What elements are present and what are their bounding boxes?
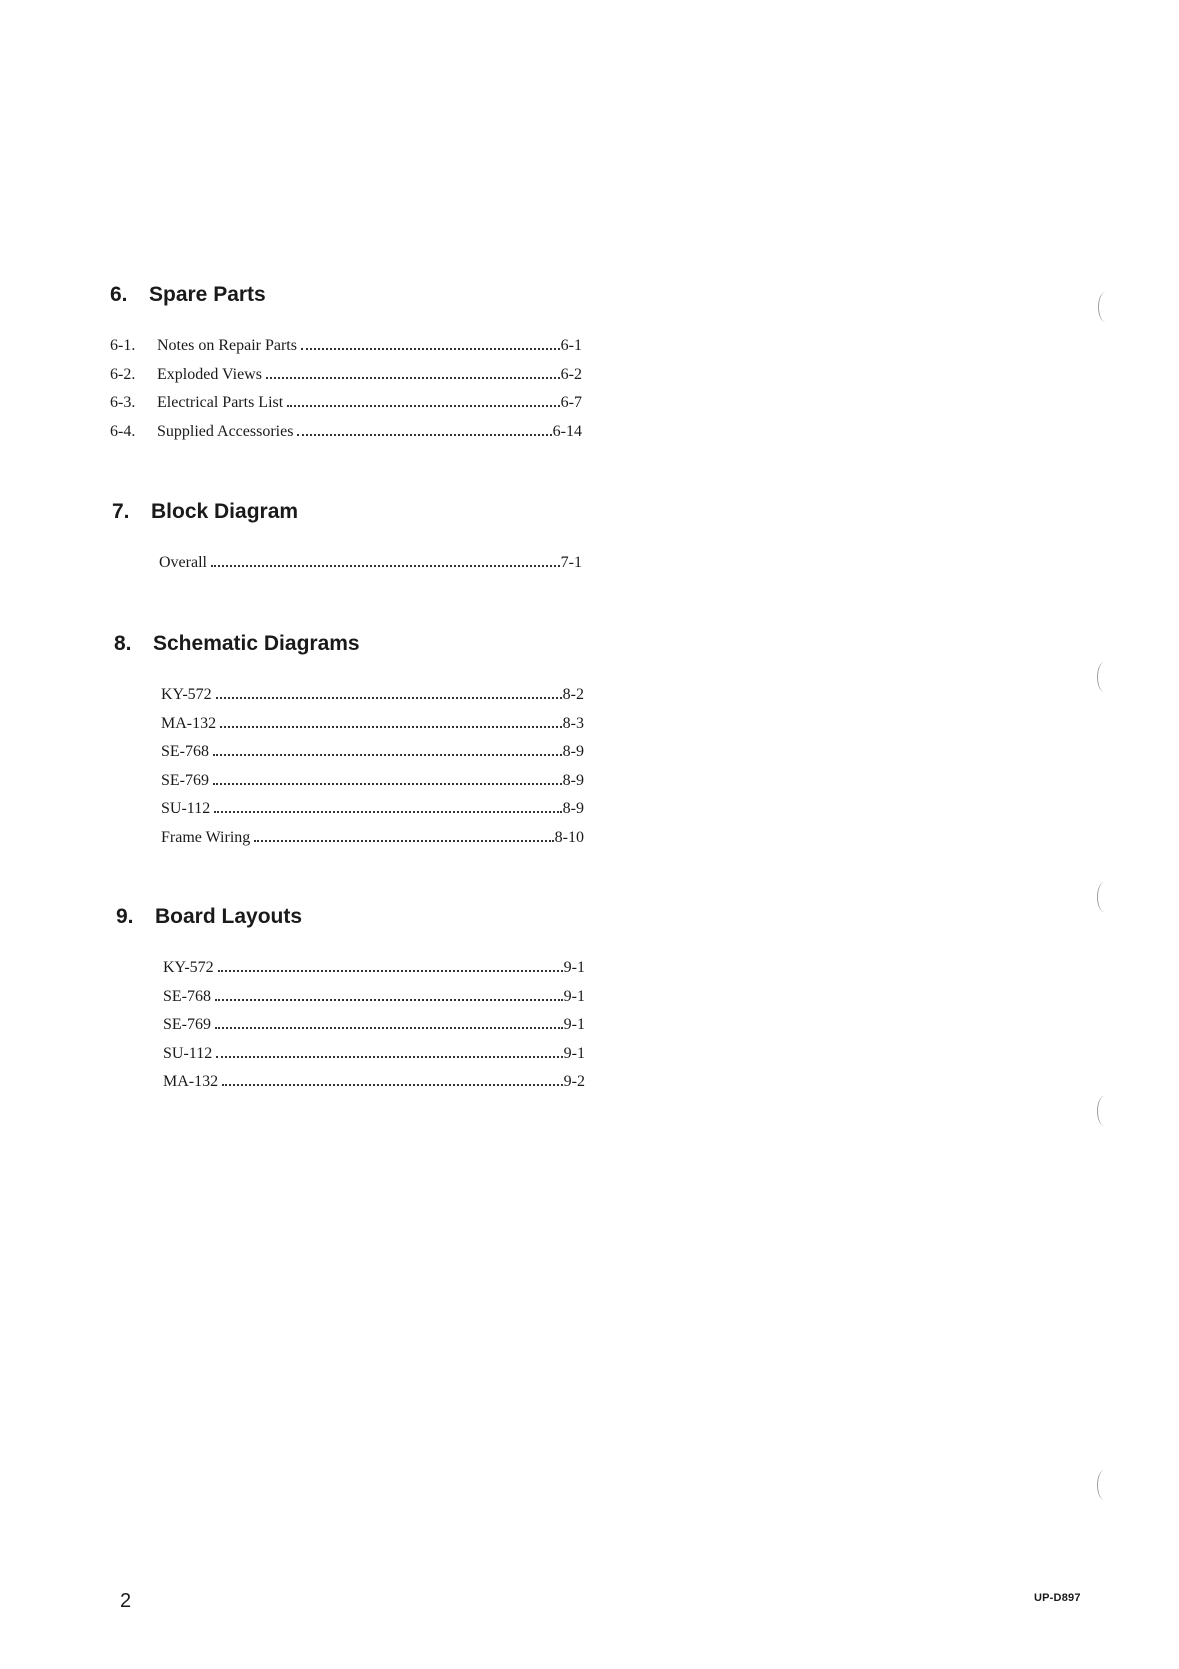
toc-list — [114, 686, 584, 857]
toc-entry — [110, 337, 582, 366]
toc-entry-label: SE-768 — [163, 987, 211, 1005]
toc-entry-page: 6-2 — [560, 365, 582, 383]
toc-entry-page: 9-1 — [563, 1016, 585, 1033]
model-code: UP-D897 — [1034, 1592, 1081, 1604]
toc-entry-page: 9-2 — [563, 1073, 585, 1090]
dot-leader — [214, 811, 561, 813]
binder-hole-mark — [1097, 1096, 1112, 1126]
toc-entry-page: 9-1 — [563, 1044, 585, 1062]
toc-entry-number: 6-4. — [110, 422, 136, 440]
section-number: 7. — [112, 500, 130, 523]
dot-leader — [222, 1084, 563, 1086]
dot-leader — [213, 754, 562, 756]
toc-entry-label: SU-112 — [163, 1044, 213, 1062]
toc-entry — [112, 554, 582, 583]
toc-entry-page: 9-1 — [563, 959, 585, 976]
section-number: 8. — [114, 632, 132, 655]
toc-entry — [114, 772, 584, 801]
toc-entry-page: 6-14 — [552, 422, 582, 440]
section-heading — [116, 905, 585, 929]
toc-entry-number: 6-2. — [110, 365, 136, 383]
toc-entry-label: KY-572 — [161, 686, 212, 703]
page-number: 2 — [120, 1590, 132, 1612]
dot-leader — [220, 726, 562, 728]
toc-entry — [110, 423, 582, 452]
toc-entry-label: SE-768 — [161, 743, 209, 760]
section-board-layouts — [116, 905, 585, 1102]
toc-entry-label: Notes on Repair Parts — [157, 337, 297, 354]
dot-leader — [287, 405, 559, 407]
toc-entry-page: 8-3 — [562, 714, 584, 732]
binder-hole-mark — [1097, 882, 1112, 912]
section-title: Spare Parts — [149, 283, 266, 306]
toc-entry — [114, 800, 584, 829]
toc-entry-label: Exploded Views — [157, 365, 262, 383]
toc-entry — [116, 1016, 585, 1045]
binder-hole-mark — [1097, 662, 1112, 692]
toc-entry-label: Overall — [159, 554, 207, 571]
toc-entry — [116, 1045, 585, 1074]
toc-entry — [110, 394, 582, 423]
section-title: Board Layouts — [155, 905, 303, 928]
toc-list — [110, 337, 582, 451]
toc-entry-label: SE-769 — [161, 771, 209, 789]
toc-entry-page: 8-9 — [562, 800, 584, 817]
section-block-diagram — [112, 500, 582, 583]
toc-entry — [114, 686, 584, 715]
toc-entry — [110, 366, 582, 395]
toc-entry-page: 7-1 — [560, 554, 582, 571]
dot-leader — [216, 697, 562, 699]
section-number: 9. — [116, 905, 134, 928]
toc-entry-page: 8-10 — [554, 828, 584, 846]
toc-entry-label: Frame Wiring — [161, 828, 251, 846]
toc-entry — [116, 988, 585, 1017]
toc-list — [112, 554, 582, 583]
toc-entry — [116, 959, 585, 988]
dot-leader — [218, 970, 563, 972]
section-heading — [110, 283, 582, 307]
dot-leader — [254, 840, 553, 842]
toc-entry — [114, 715, 584, 744]
binder-hole-mark — [1097, 1470, 1112, 1500]
dot-leader — [215, 1027, 563, 1029]
dot-leader — [266, 377, 560, 379]
toc-entry-page: 6-1 — [560, 337, 582, 354]
toc-entry-label: Electrical Parts List — [157, 394, 284, 411]
section-spare-parts — [110, 283, 582, 451]
toc-entry-page: 6-7 — [560, 394, 582, 411]
dot-leader — [211, 565, 560, 567]
toc-entry-label: MA-132 — [161, 714, 217, 732]
toc-entry-label: KY-572 — [163, 959, 214, 976]
section-heading — [114, 632, 584, 656]
toc-entry-page: 9-1 — [563, 987, 585, 1005]
toc-entry-label: MA-132 — [163, 1073, 219, 1090]
dot-leader — [216, 1056, 562, 1058]
section-heading — [112, 500, 582, 524]
toc-entry — [116, 1073, 585, 1102]
toc-entry-page: 8-9 — [562, 771, 584, 789]
dot-leader — [301, 348, 560, 350]
toc-entry — [114, 743, 584, 772]
section-title: Schematic Diagrams — [153, 632, 360, 655]
section-title: Block Diagram — [151, 500, 299, 523]
dot-leader — [213, 783, 562, 785]
toc-entry-label: SU-112 — [161, 800, 211, 817]
toc-entry-label: SE-769 — [163, 1016, 211, 1033]
toc-entry-page: 8-9 — [562, 743, 584, 760]
toc-entry-page: 8-2 — [562, 686, 584, 703]
toc-entry-number: 6-3. — [110, 394, 136, 411]
binder-hole-mark — [1098, 292, 1113, 322]
toc-list — [116, 959, 585, 1102]
toc-entry — [114, 829, 584, 858]
section-number: 6. — [110, 283, 128, 306]
toc-entry-number: 6-1. — [110, 337, 136, 354]
section-schematic-diagrams — [114, 632, 584, 857]
dot-leader — [215, 999, 563, 1001]
dot-leader — [297, 434, 551, 436]
toc-entry-label: Supplied Accessories — [157, 422, 294, 440]
